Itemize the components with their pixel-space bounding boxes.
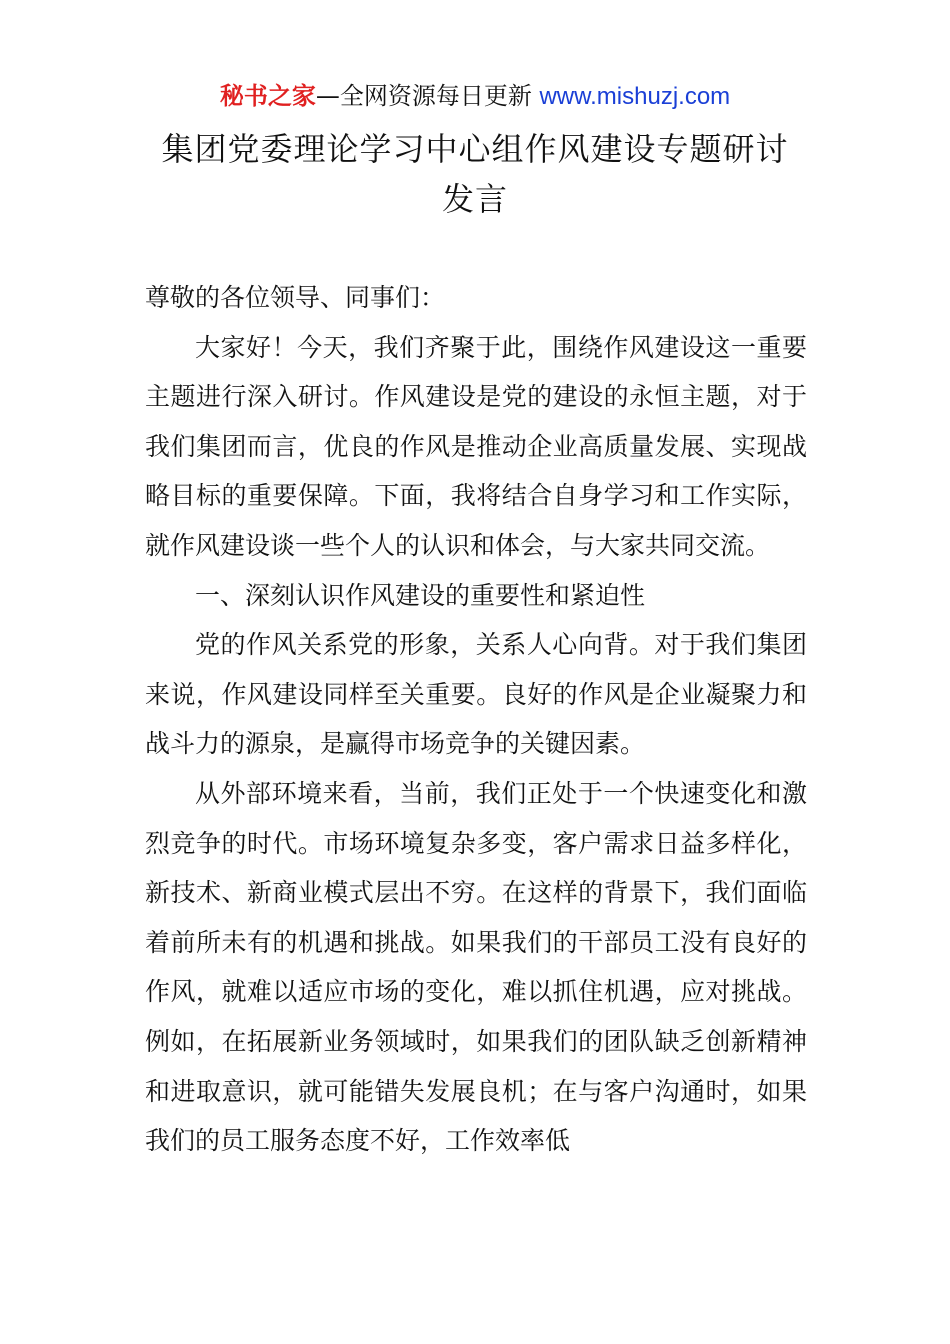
document-body (145, 273, 807, 1166)
site-tagline: —全网资源每日更新 (315, 82, 540, 110)
site-url-link[interactable]: www.mishuzj.com (539, 83, 731, 110)
paragraph-external-environment: 从外部环境来看，当前，我们正处于一个快速变化和激烈竞争的时代。市场环境复杂多变，客户需求日益多样化，新技术、新商业模式层出不穷。在这样的背景下，我们面临着前所未有的机遇和挑战。如果我们的干部员工没有良好的作风，就难以适应市场的变化，难以抓住机遇，应对挑战。例如，在拓展新业务领域时，如果我们的团队缺乏创新精神和进取意识，就可能错失发展良机；在与客户沟通时，如果我们的员工服务态度不好，工作效率低 (145, 778, 807, 1156)
paragraph-importance: 党的作风关系党的形象，关系人心向背。对于我们集团来说，作风建设同样至关重要。良好的作风是企业凝聚力和战斗力的源泉，是赢得市场竞争的关键因素。 (145, 630, 807, 759)
title-line-2: 发言 (441, 180, 508, 218)
paragraph-intro: 大家好！今天，我们齐聚于此，围绕作风建设这一重要主题进行深入研讨。作风建设是党的建设的永恒主题，对于我们集团而言，优良的作风是推动企业高质量发展、实现战略目标的重要保障。下面，我将结合自身学习和工作实际，就作风建设谈一些个人的认识和体会，与大家共同交流。 (145, 332, 807, 560)
site-header (0, 80, 950, 113)
greeting: 尊敬的各位领导、同事们： (145, 283, 446, 312)
title-line-1: 集团党委理论学习中心组作风建设专题研讨 (161, 130, 789, 168)
section-heading-1: 一、深刻认识作风建设的重要性和紧迫性 (195, 580, 646, 610)
site-name: 秘书之家 (219, 82, 316, 110)
document-title (120, 124, 830, 224)
